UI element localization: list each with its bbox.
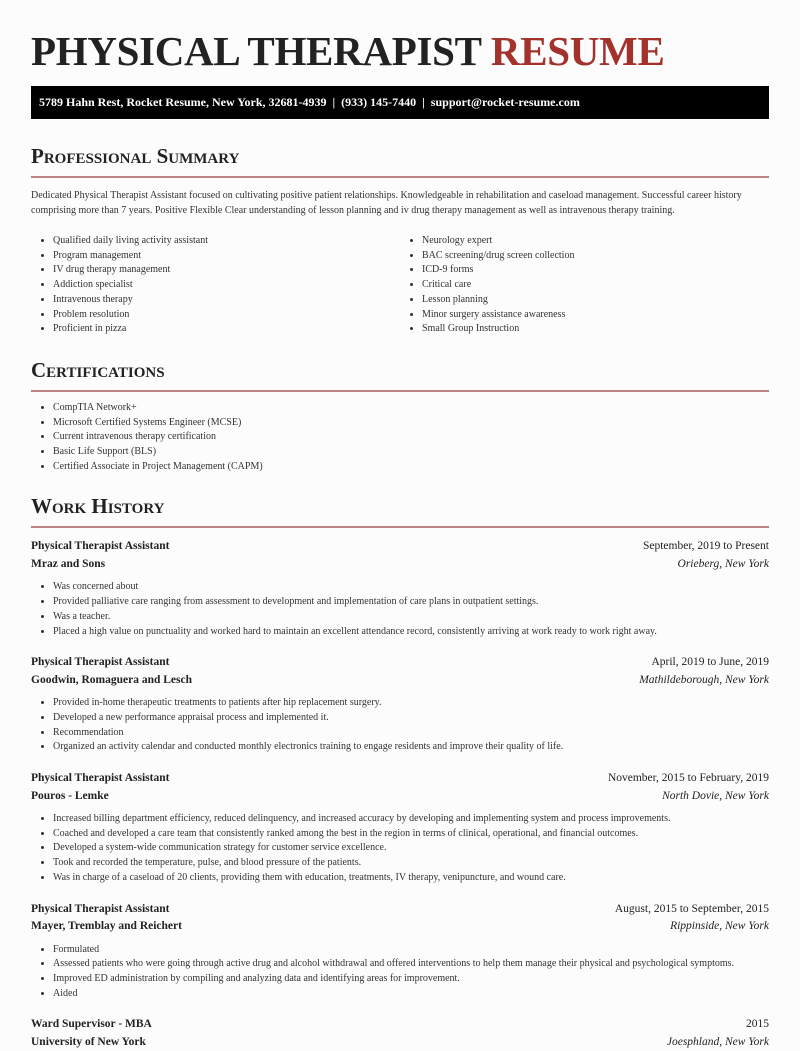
- section-heading: Work History: [31, 494, 165, 519]
- list-item: • Improved ED administration by compiling and analyzing data and identifying areas for improvement.: [53, 972, 769, 987]
- list-item: • Critical care: [422, 278, 769, 293]
- job-title: Physical Therapist Assistant: [31, 540, 170, 553]
- job-entry: [31, 654, 769, 755]
- job-dates: August, 2015 to September, 2015: [614, 902, 769, 915]
- list-item: • Provided in-home therapeutic treatments to patients after hip replacement surgery.: [53, 696, 769, 711]
- company: Mayer, Tremblay and Reichert: [31, 920, 182, 933]
- job-dates: 2015: [746, 1018, 769, 1031]
- location: North Dovie, New York: [662, 789, 769, 802]
- location: Mathildeborough, New York: [639, 673, 769, 686]
- list-item: • Problem resolution: [53, 308, 400, 323]
- company: Goodwin, Romaguera and Lesch: [31, 673, 193, 686]
- list-item: • Proficient in pizza: [53, 322, 400, 337]
- job-title: Physical Therapist Assistant: [31, 902, 170, 915]
- divider: [31, 176, 769, 178]
- list-item: • BAC screening/drug screen collection: [422, 249, 769, 264]
- company: Mraz and Sons: [31, 557, 106, 570]
- list-item: • Basic Life Support (BLS): [53, 445, 769, 460]
- list-item: • Developed a new performance appraisal process and implemented it.: [53, 711, 769, 726]
- certifications-section: [31, 357, 769, 475]
- job-bullets: [31, 696, 769, 755]
- list-item: • Took and recorded the temperature, pulse, and blood pressure of the patients.: [53, 856, 769, 871]
- summary-section: [31, 143, 769, 337]
- list-item: • Neurology expert: [422, 234, 769, 249]
- skills-left: [31, 234, 400, 337]
- list-item: • CompTIA Network+: [53, 401, 769, 416]
- skills-right: [400, 234, 769, 337]
- list-item: • Assessed patients who were going through active drug and alcohol withdrawal and offered interventions to help them manage their physical and psychological symptoms.: [53, 957, 769, 972]
- work-section: [31, 493, 769, 1051]
- job-bullets: [31, 580, 769, 639]
- job-dates: November, 2015 to February, 2019: [607, 772, 769, 785]
- list-item: • Was a teacher.: [53, 610, 769, 625]
- list-item: • Qualified daily living activity assistant: [53, 234, 400, 249]
- list-item: • Microsoft Certified Systems Engineer (MCSE): [53, 416, 769, 431]
- list-item: • Was concerned about: [53, 580, 769, 595]
- list-item: • Certified Associate in Project Management (CAPM): [53, 460, 769, 475]
- list-item: • ICD-9 forms: [422, 263, 769, 278]
- job-dates: April, 2019 to June, 2019: [651, 656, 769, 669]
- job-bullets: [31, 812, 769, 886]
- certifications-list: [31, 401, 769, 475]
- location: Orieberg, New York: [677, 557, 769, 570]
- list-item: • Aided: [53, 987, 769, 1002]
- section-heading: Certifications: [31, 357, 165, 382]
- job-title: Physical Therapist Assistant: [31, 656, 170, 669]
- list-item: • Recommendation: [53, 726, 769, 741]
- contact-bar: 5789 Hahn Rest, Rocket Resume, New York, 32681-4939 | (933) 145-7440 | support@rocket-resume.com: [31, 86, 769, 119]
- company: University of New York: [31, 1035, 146, 1048]
- list-item: • IV drug therapy management: [53, 263, 400, 278]
- list-item: • Current intravenous therapy certification: [53, 430, 769, 445]
- location: Joesphland, New York: [666, 1035, 769, 1048]
- job-entry: [31, 901, 769, 1002]
- location: Rippinside, New York: [670, 920, 769, 933]
- divider: [31, 390, 769, 392]
- list-item: • Addiction specialist: [53, 278, 400, 293]
- list-item: • Intravenous therapy: [53, 293, 400, 308]
- list-item: • Organized an activity calendar and conducted monthly electronics training to engage residents and improve their quality of life.: [53, 740, 769, 755]
- page-title: PHYSICAL THERAPIST RESUME: [31, 28, 665, 74]
- list-item: • Provided palliative care ranging from assessment to development and implementation of care plans in outpatient settings.: [53, 595, 769, 610]
- list-item: • Minor surgery assistance awareness: [422, 308, 769, 323]
- list-item: • Small Group Instruction: [422, 322, 769, 337]
- list-item: • Was in charge of a caseload of 20 clients, providing them with education, treatments, IV therapy, venipuncture, and wound care.: [53, 871, 769, 886]
- list-item: • Developed a system-wide communication strategy for customer service excellence.: [53, 841, 769, 856]
- section-heading: Professional Summary: [31, 144, 240, 168]
- job-dates: September, 2019 to Present: [642, 540, 769, 553]
- list-item: • Coached and developed a care team that consistently ranked among the best in the region in terms of clinical, operational, and financial outcomes.: [53, 827, 769, 842]
- summary-text: Dedicated Physical Therapist Assistant focused on cultivating positive patient relationships. Knowledgeable in rehabilitation and caseload management. Successful career history comprising more than 7 years. Positive Flexible Clear understanding of lesson planning and iv drug therapy management as well as intravenous therapy training.: [31, 190, 742, 216]
- divider: [31, 526, 769, 528]
- list-item: • Lesson planning: [422, 293, 769, 308]
- job-title: Ward Supervisor - MBA: [31, 1018, 152, 1031]
- job-entry: [31, 538, 769, 639]
- list-item: • Placed a high value on punctuality and worked hard to maintain an excellent attendance record, consistently arriving at work ready to work right away.: [53, 625, 769, 640]
- job-entry: [31, 770, 769, 886]
- job-title: Physical Therapist Assistant: [31, 772, 170, 785]
- list-item: • Increased billing department efficiency, reduced delinquency, and increased accuracy by developing and implementing system and process improvements.: [53, 812, 769, 827]
- company: Pouros - Lemke: [31, 789, 109, 802]
- job-entry: [31, 1016, 769, 1051]
- job-bullets: [31, 943, 769, 1002]
- list-item: • Program management: [53, 249, 400, 264]
- list-item: • Formulated: [53, 943, 769, 958]
